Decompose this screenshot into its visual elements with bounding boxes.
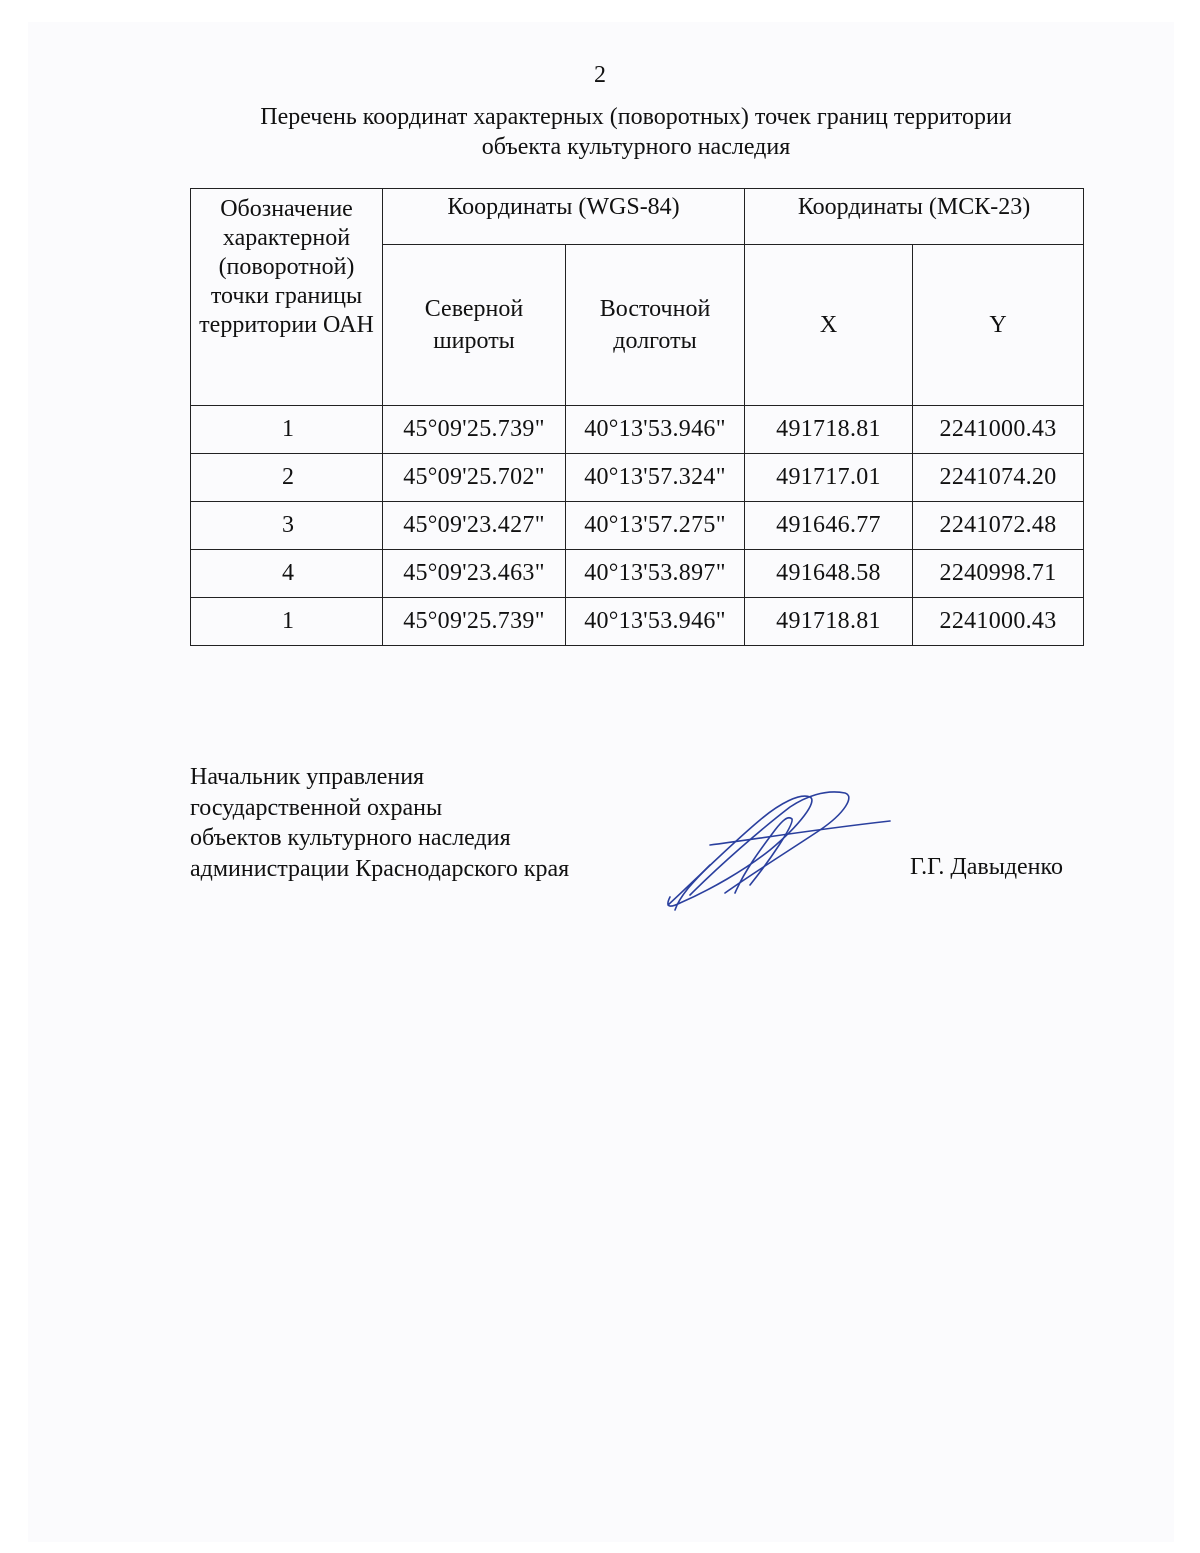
y-cell: 2241074.20 <box>913 454 1084 502</box>
position-line-2: государственной охраны <box>190 794 443 821</box>
header-y: Y <box>913 245 1084 406</box>
header-wgs84-group: Координаты (WGS-84) <box>383 189 745 245</box>
point-number-cell: 3 <box>191 502 383 550</box>
x-cell: 491717.01 <box>745 454 913 502</box>
header-msk23-group: Координаты (МСК-23) <box>745 189 1084 245</box>
x-cell: 491646.77 <box>745 502 913 550</box>
y-cell: 2241000.43 <box>913 406 1084 454</box>
longitude-cell: 40°13'53.897" <box>566 550 745 598</box>
title-line-2: объекта культурного наследия <box>481 134 791 160</box>
table-row <box>191 502 1084 550</box>
latitude-cell: 45°09'23.427" <box>383 502 566 550</box>
latitude-cell: 45°09'25.739" <box>383 406 566 454</box>
signatory-position <box>190 762 569 884</box>
latitude-cell: 45°09'23.463" <box>383 550 566 598</box>
table-row <box>191 550 1084 598</box>
y-cell: 2241072.48 <box>913 502 1084 550</box>
table-row <box>191 406 1084 454</box>
document-title <box>190 102 1082 162</box>
header-latitude: Северной широты <box>383 245 566 406</box>
longitude-cell: 40°13'53.946" <box>566 598 745 646</box>
point-number-cell: 1 <box>191 598 383 646</box>
longitude-cell: 40°13'57.275" <box>566 502 745 550</box>
header-x: X <box>745 245 913 406</box>
page-number: 2 <box>594 62 606 88</box>
x-cell: 491718.81 <box>745 406 913 454</box>
latitude-cell: 45°09'25.702" <box>383 454 566 502</box>
point-number-cell: 4 <box>191 550 383 598</box>
y-cell: 2241000.43 <box>913 598 1084 646</box>
header-point-designation: Обозначение характерной (поворотной) точки границы территории ОАН <box>191 189 383 406</box>
handwritten-signature <box>650 785 900 920</box>
coordinates-table <box>190 188 1084 646</box>
latitude-cell: 45°09'25.739" <box>383 598 566 646</box>
longitude-cell: 40°13'57.324" <box>566 454 745 502</box>
point-number-cell: 1 <box>191 406 383 454</box>
table-row <box>191 598 1084 646</box>
point-number-cell: 2 <box>191 454 383 502</box>
position-line-4: администрации Краснодарского края <box>190 855 570 882</box>
x-cell: 491648.58 <box>745 550 913 598</box>
signatory-name: Г.Г. Давыденко <box>910 854 1063 880</box>
x-cell: 491718.81 <box>745 598 913 646</box>
longitude-cell: 40°13'53.946" <box>566 406 745 454</box>
header-longitude: Восточной долготы <box>566 245 745 406</box>
title-line-1: Перечень координат характерных (поворотных) точек границ территории <box>260 104 1012 130</box>
table-row <box>191 454 1084 502</box>
position-line-3: объектов культурного наследия <box>190 825 511 851</box>
y-cell: 2240998.71 <box>913 550 1084 598</box>
position-line-1: Начальник управления <box>190 764 425 790</box>
